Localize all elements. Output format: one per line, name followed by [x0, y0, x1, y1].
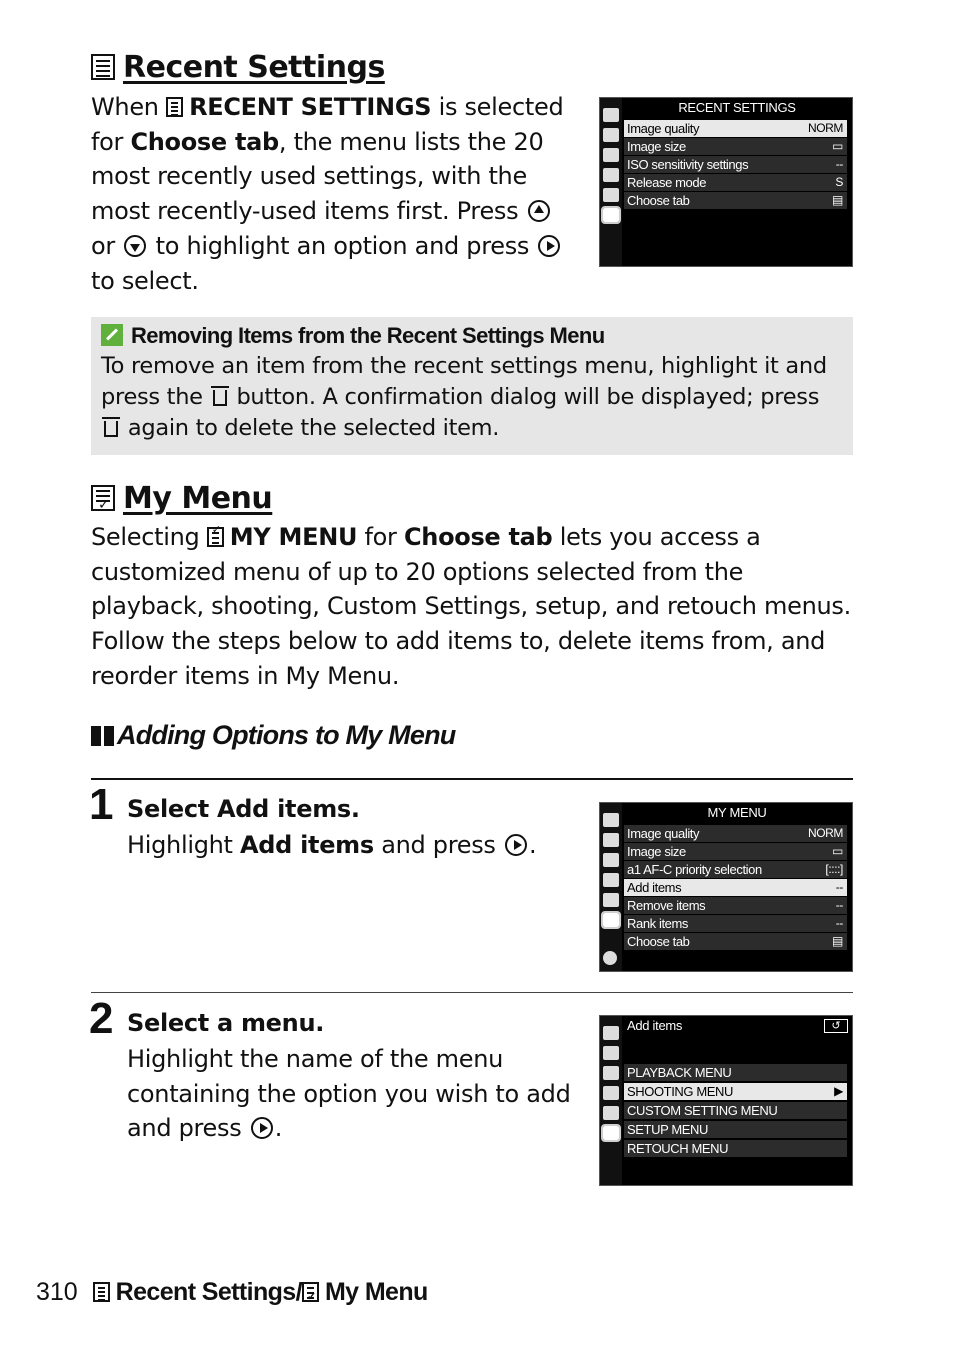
page-footer: 310 Recent Settings/✓ My Menu: [36, 1278, 428, 1307]
step-body: Highlight Add items and press .: [127, 831, 537, 859]
camera-icon: [603, 1046, 619, 1060]
step-number: 1: [89, 780, 114, 829]
menu-row[interactable]: Image quality NORM: [624, 825, 847, 842]
playback-menu-icon: [603, 1026, 619, 1040]
step-title: Select Add items.: [127, 795, 360, 823]
step-title: Select a menu.: [127, 1009, 325, 1037]
multi-selector-down-icon: [124, 235, 146, 257]
multi-selector-up-icon: [528, 200, 550, 222]
trash-icon: [104, 421, 118, 437]
screen-title: MY MENU: [707, 805, 767, 820]
adding-options-subhead: Adding Options to My Menu: [91, 720, 455, 751]
menu-row[interactable]: Choose tab ▤: [624, 192, 847, 209]
menu-row[interactable]: Image size ▭: [624, 843, 847, 860]
menu-row-shooting[interactable]: SHOOTING MENU ▶: [624, 1083, 847, 1100]
menu-row[interactable]: PLAYBACK MENU: [624, 1064, 847, 1081]
my-menu-icon: [207, 527, 224, 547]
menu-row[interactable]: a1 AF-C priority selection [::::]: [624, 861, 847, 878]
menu-row[interactable]: ISO sensitivity settings --: [624, 156, 847, 173]
my-menu-screen: [599, 802, 853, 972]
wrench-icon: [603, 873, 619, 887]
my-menu-icon: [302, 1282, 319, 1302]
pencil-icon: [603, 1066, 619, 1080]
my-menu-tab-icon: [603, 913, 619, 927]
recent-settings-icon: [91, 54, 115, 80]
menu-row[interactable]: RETOUCH MENU: [624, 1140, 847, 1157]
my-menu-heading: ✓My Menu: [91, 481, 272, 516]
menu-row[interactable]: Remove items --: [624, 897, 847, 914]
menu-row[interactable]: Image size ▭: [624, 138, 847, 155]
back-icon[interactable]: ↺: [824, 1019, 848, 1033]
camera-icon: [603, 128, 619, 142]
help-icon: [603, 951, 617, 965]
retouch-icon: [603, 188, 619, 202]
pencil-note-icon: [101, 324, 123, 346]
recent-settings-screen: [599, 97, 853, 267]
step-number: 2: [89, 994, 114, 1043]
menu-row[interactable]: Choose tab ▤: [624, 933, 847, 950]
add-items-screen: [599, 1015, 853, 1186]
note-text: To remove an item from the recent settings menu, highlight it and press the button. A confirmation dialog will be displayed; press again to delete the selected item.: [101, 353, 827, 441]
menu-row[interactable]: Image quality NORM: [624, 120, 847, 137]
menu-row-add-items[interactable]: Add items --: [624, 879, 847, 896]
camera-icon: [603, 833, 619, 847]
pencil-icon: [603, 853, 619, 867]
my-menu-paragraph: Selecting ✓ MY MENU for Choose tab lets you access a customized menu of up to 20 options selected from the playback, shooting, Custom Settings, setup, and retouch menus. Follow the steps below to add items to, delete items from, and reorder items in My Menu.: [91, 520, 856, 694]
playback-menu-icon: [603, 813, 619, 827]
recent-settings-tab-icon: [603, 208, 619, 222]
note-box: [91, 317, 853, 455]
retouch-icon: [603, 1106, 619, 1120]
menu-row[interactable]: CUSTOM SETTING MENU: [624, 1102, 847, 1119]
step-body: Highlight the name of the menu containing the option you wish to add and press .: [127, 1045, 571, 1143]
retouch-icon: [603, 893, 619, 907]
playback-menu-icon: [603, 108, 619, 122]
recent-settings-icon: [166, 97, 183, 117]
screen-title: Add items: [627, 1018, 683, 1033]
trash-icon: [213, 390, 227, 406]
wrench-icon: [603, 168, 619, 182]
note-title: Removing Items from the Recent Settings Menu: [101, 323, 843, 349]
my-menu-tab-icon: [603, 1126, 619, 1140]
multi-selector-right-icon: [251, 1117, 273, 1139]
multi-selector-right-icon: [538, 235, 560, 257]
recent-settings-heading: Recent Settings: [91, 50, 385, 85]
recent-settings-paragraph: When RECENT SETTINGS is selected for Choose tab, the menu lists the 20 most recently used settings, with the most recently-used items first. Press or to highlight an option and press to select.: [91, 93, 564, 295]
pencil-icon: [603, 148, 619, 162]
screen-title: RECENT SETTINGS: [678, 100, 796, 115]
step-divider: [91, 992, 853, 993]
my-menu-icon: [91, 485, 115, 511]
menu-row[interactable]: Rank items --: [624, 915, 847, 932]
wrench-icon: [603, 1086, 619, 1100]
step-divider: [91, 778, 853, 780]
menu-row[interactable]: SETUP MENU: [624, 1121, 847, 1138]
recent-settings-icon: [93, 1282, 110, 1302]
multi-selector-right-icon: [505, 834, 527, 856]
page-number: 310: [36, 1278, 78, 1306]
menu-row[interactable]: Release mode S: [624, 174, 847, 191]
